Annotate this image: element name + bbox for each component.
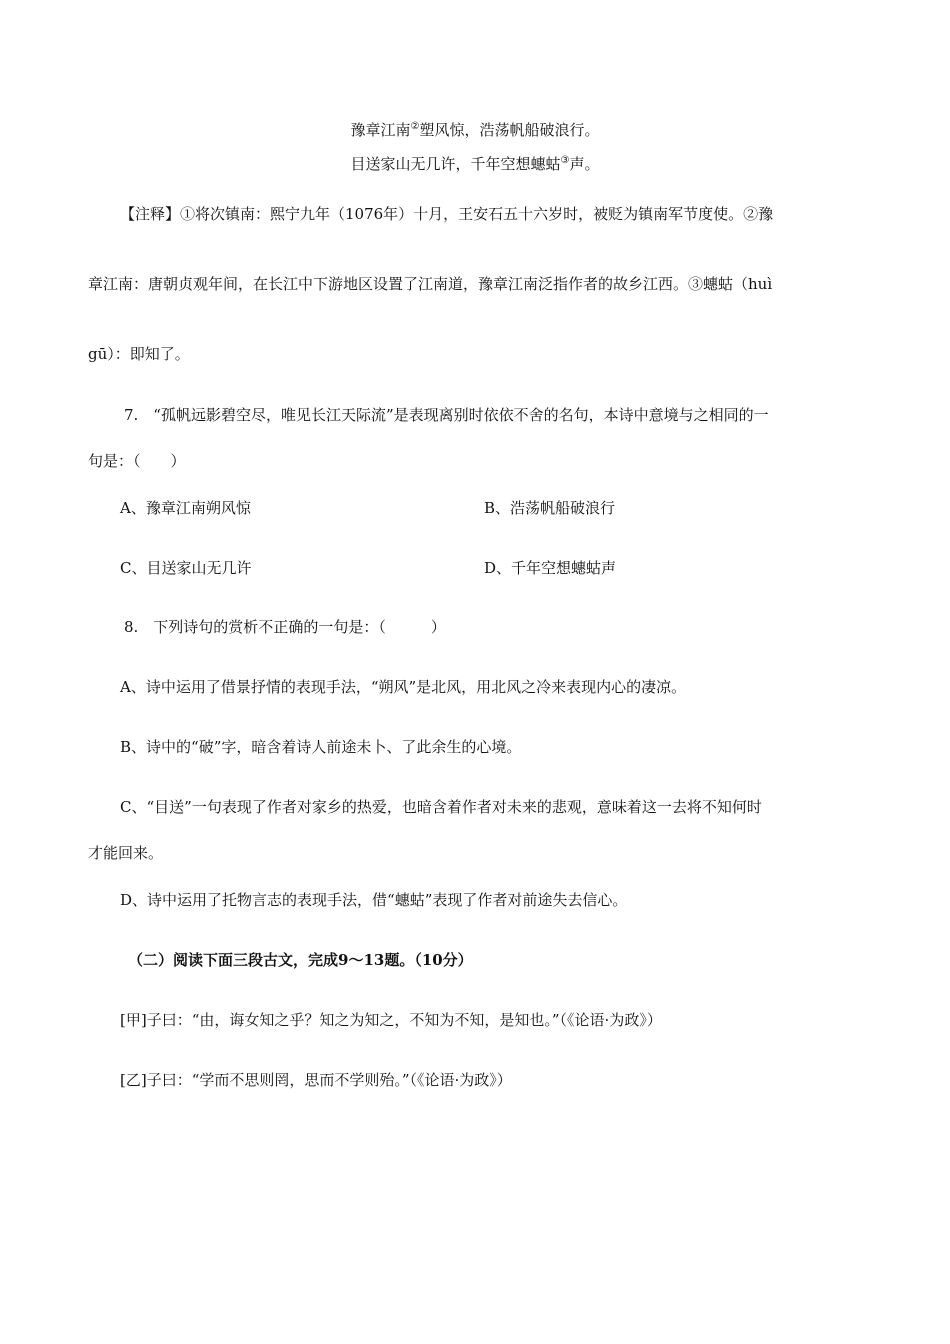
footnote-marker-2: ② bbox=[410, 121, 420, 132]
poem-line-2-b: 声。 bbox=[569, 155, 600, 173]
q8-option-c-line-1: C、“目送”一句表现了作者对家乡的热爱，也暗含着作者对未来的悲观，意味着这一去将不知何时 bbox=[120, 798, 762, 816]
q7-option-a: A、豫章江南朔风惊 bbox=[120, 499, 251, 517]
poem-line-1-b: 塑风惊，浩荡帆船破浪行。 bbox=[419, 121, 600, 139]
poem-line-1 bbox=[0, 120, 950, 140]
q8-option-c-line-2: 才能回来。 bbox=[88, 844, 164, 862]
q7-stem-line-1: 7. “孤帆远影碧空尽，唯见长江天际流”是表现离别时依依不舍的名句，本诗中意境与之相同的一 bbox=[124, 406, 769, 424]
q8-stem: 8. 下列诗句的赏析不正确的一句是：（ ） bbox=[124, 618, 446, 636]
notes-line-2: 章江南：唐朝贞观年间，在长江中下游地区设置了江南道，豫章江南泛指作者的故乡江西。③蟪蛄（huì bbox=[88, 275, 773, 293]
notes-line-3: gū）：即知了。 bbox=[88, 345, 190, 363]
q7-stem-line-2: 句是：（ ） bbox=[88, 452, 186, 470]
q7-option-b: B、浩荡帆船破浪行 bbox=[484, 499, 616, 517]
passage-yi: [乙]子曰：“学而不思则罔，思而不学则殆。”（《论语·为政》） bbox=[120, 1071, 512, 1089]
q8-option-d: D、诗中运用了托物言志的表现手法，借“蟪蛄”表现了作者对前途失去信心。 bbox=[120, 891, 628, 909]
notes-line-1: 【注释】①将次镇南：熙宁九年（1076年）十月，王安石五十六岁时，被贬为镇南军节度使。②豫 bbox=[120, 205, 774, 223]
q7-option-d: D、千年空想蟪蛄声 bbox=[484, 559, 617, 577]
q8-option-b: B、诗中的“破”字，暗含着诗人前途未卜、了此余生的心境。 bbox=[120, 738, 522, 756]
q7-option-c: C、目送家山无几许 bbox=[120, 559, 252, 577]
passage-jia: [甲]子曰：“由，诲女知之乎？知之为知之，不知为不知，是知也。”（《论语·为政》） bbox=[120, 1011, 662, 1029]
poem-line-1-a: 豫章江南 bbox=[350, 121, 411, 139]
section-2-heading: （二）阅读下面三段古文，完成9～13题。（10分） bbox=[128, 951, 473, 969]
poem-line-2 bbox=[0, 154, 950, 174]
poem-line-2-a: 目送家山无几许，千年空想蟪蛄 bbox=[350, 155, 561, 173]
q8-option-a: A、诗中运用了借景抒情的表现手法，“朔风”是北风，用北风之冷来表现内心的凄凉。 bbox=[120, 678, 687, 696]
footnote-marker-3: ③ bbox=[560, 155, 570, 166]
